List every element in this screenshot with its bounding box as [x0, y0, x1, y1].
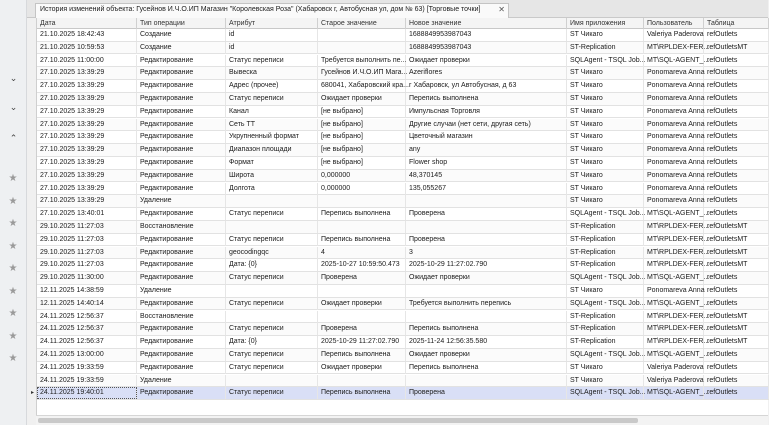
- star-icon[interactable]: ★: [8, 218, 18, 229]
- column-header-table-name[interactable]: Таблица: [704, 18, 769, 29]
- cell-new-value[interactable]: Ожидает проверки: [406, 349, 567, 361]
- cell-operation-type[interactable]: Редактирование: [137, 349, 226, 361]
- cell-attribute[interactable]: Статус переписи: [226, 272, 318, 284]
- cell-attribute[interactable]: Сеть ТТ: [226, 119, 318, 131]
- cell-operation-type[interactable]: Создание: [137, 29, 226, 41]
- cell-date[interactable]: 24.11.2025 13:00:00: [37, 349, 137, 361]
- cell-table-name[interactable]: refOutlets: [704, 157, 769, 169]
- table-row[interactable]: [37, 311, 769, 324]
- cell-old-value[interactable]: [318, 195, 406, 207]
- cell-app-name[interactable]: ST Чикаго: [567, 144, 644, 156]
- cell-date[interactable]: 27.10.2025 13:39:29: [37, 93, 137, 105]
- cell-app-name[interactable]: ST Чикаго: [567, 285, 644, 297]
- cell-table-name[interactable]: refOutlets: [704, 195, 769, 207]
- cell-attribute[interactable]: Статус переписи: [226, 208, 318, 220]
- cell-app-name[interactable]: ST-Replication: [567, 234, 644, 246]
- cell-user[interactable]: MT\RPLDEX-FER...: [644, 323, 704, 335]
- cell-old-value[interactable]: [не выбрано]: [318, 119, 406, 131]
- table-row[interactable]: [37, 285, 769, 298]
- cell-table-name[interactable]: refOutlets: [704, 375, 769, 387]
- cell-user[interactable]: Ponomareva Anna: [644, 157, 704, 169]
- cell-operation-type[interactable]: Редактирование: [137, 387, 226, 399]
- cell-table-name[interactable]: refOutlets: [704, 362, 769, 374]
- cell-new-value[interactable]: Проверена: [406, 208, 567, 220]
- cell-attribute[interactable]: Статус переписи: [226, 323, 318, 335]
- cell-user[interactable]: Ponomareva Anna: [644, 67, 704, 79]
- star-icon[interactable]: ★: [8, 195, 18, 207]
- cell-table-name[interactable]: refOutlets: [704, 119, 769, 131]
- cell-attribute[interactable]: Статус переписи: [226, 362, 318, 374]
- cell-attribute[interactable]: id: [226, 42, 318, 54]
- cell-operation-type[interactable]: Редактирование: [137, 144, 226, 156]
- table-row[interactable]: [37, 349, 769, 362]
- cell-table-name[interactable]: refOutletsMT: [704, 336, 769, 348]
- cell-table-name[interactable]: refOutlets: [704, 298, 769, 310]
- cell-new-value[interactable]: Ожидает проверки: [406, 55, 567, 67]
- cell-user[interactable]: MT\SQL-AGENT_...: [644, 387, 704, 399]
- cell-app-name[interactable]: ST Чикаго: [567, 80, 644, 92]
- cell-table-name[interactable]: refOutlets: [704, 144, 769, 156]
- cell-attribute[interactable]: [226, 195, 318, 207]
- cell-old-value[interactable]: Перепись выполнена: [318, 234, 406, 246]
- cell-operation-type[interactable]: Редактирование: [137, 93, 226, 105]
- table-row[interactable]: [37, 375, 769, 388]
- cell-app-name[interactable]: SQLAgent - TSQL Job...: [567, 387, 644, 399]
- table-row[interactable]: [37, 183, 769, 196]
- table-row[interactable]: [37, 106, 769, 119]
- cell-date[interactable]: 27.10.2025 13:39:29: [37, 183, 137, 195]
- cell-app-name[interactable]: ST-Replication: [567, 247, 644, 259]
- cell-operation-type[interactable]: Редактирование: [137, 298, 226, 310]
- cell-attribute[interactable]: Долгота: [226, 183, 318, 195]
- column-header-user[interactable]: Пользователь: [644, 18, 704, 29]
- table-row[interactable]: [37, 42, 769, 55]
- cell-attribute[interactable]: Диапазон площади: [226, 144, 318, 156]
- cell-attribute[interactable]: [226, 285, 318, 297]
- cell-app-name[interactable]: ST-Replication: [567, 42, 644, 54]
- cell-old-value[interactable]: 0,000000: [318, 170, 406, 182]
- cell-app-name[interactable]: SQLAgent - TSQL Job...: [567, 208, 644, 220]
- cell-app-name[interactable]: ST-Replication: [567, 259, 644, 271]
- cell-app-name[interactable]: SQLAgent - TSQL Job...: [567, 298, 644, 310]
- cell-app-name[interactable]: ST Чикаго: [567, 119, 644, 131]
- cell-app-name[interactable]: ST-Replication: [567, 336, 644, 348]
- cell-new-value[interactable]: г Хабаровск, ул Автобусная, д 63: [406, 80, 567, 92]
- cell-operation-type[interactable]: Создание: [137, 42, 226, 54]
- table-row[interactable]: [37, 195, 769, 208]
- column-header-new-value[interactable]: Новое значение: [406, 18, 567, 29]
- cell-date[interactable]: 27.10.2025 13:39:29: [37, 131, 137, 143]
- cell-new-value[interactable]: Перепись выполнена: [406, 93, 567, 105]
- cell-operation-type[interactable]: Редактирование: [137, 131, 226, 143]
- star-icon[interactable]: ★: [8, 263, 18, 274]
- cell-operation-type[interactable]: Удаление: [137, 285, 226, 297]
- cell-table-name[interactable]: refOutlets: [704, 170, 769, 182]
- cell-date[interactable]: 24.11.2025 19:33:59: [37, 375, 137, 387]
- cell-user[interactable]: MT\SQL-AGENT_...: [644, 272, 704, 284]
- cell-date[interactable]: 27.10.2025 13:39:29: [37, 195, 137, 207]
- cell-old-value[interactable]: Перепись выполнена: [318, 208, 406, 220]
- cell-table-name[interactable]: refOutlets: [704, 285, 769, 297]
- cell-new-value[interactable]: 2025-10-29 11:27:02.790: [406, 259, 567, 271]
- star-icon[interactable]: ★: [8, 240, 18, 252]
- cell-old-value[interactable]: 2025-10-29 11:27:02.790: [318, 336, 406, 348]
- star-icon[interactable]: ★: [8, 353, 18, 364]
- cell-new-value[interactable]: any: [406, 144, 567, 156]
- cell-attribute[interactable]: Статус переписи: [226, 234, 318, 246]
- cell-new-value[interactable]: [406, 285, 567, 297]
- cell-operation-type[interactable]: Редактирование: [137, 272, 226, 284]
- table-row[interactable]: [37, 170, 769, 183]
- cell-user[interactable]: MT\RPLDEX-FER...: [644, 234, 704, 246]
- cell-table-name[interactable]: refOutletsMT: [704, 234, 769, 246]
- cell-user[interactable]: MT\RPLDEX-FER...: [644, 336, 704, 348]
- table-row[interactable]: [37, 362, 769, 375]
- cell-user[interactable]: Ponomareva Anna: [644, 195, 704, 207]
- cell-operation-type[interactable]: Редактирование: [137, 67, 226, 79]
- cell-attribute[interactable]: [226, 375, 318, 387]
- cell-table-name[interactable]: refOutlets: [704, 208, 769, 220]
- cell-new-value[interactable]: [406, 195, 567, 207]
- cell-user[interactable]: Valeriya Paderova: [644, 29, 704, 41]
- cell-attribute[interactable]: Дата: {0}: [226, 336, 318, 348]
- cell-user[interactable]: Ponomareva Anna: [644, 285, 704, 297]
- cell-new-value[interactable]: Перепись выполнена: [406, 323, 567, 335]
- cell-attribute[interactable]: Статус переписи: [226, 298, 318, 310]
- cell-operation-type[interactable]: Редактирование: [137, 106, 226, 118]
- cell-table-name[interactable]: refOutletsMT: [704, 247, 769, 259]
- table-row[interactable]: [37, 67, 769, 80]
- cell-operation-type[interactable]: Редактирование: [137, 157, 226, 169]
- star-icon[interactable]: ★: [8, 173, 18, 184]
- cell-old-value[interactable]: Гусейнов И.Ч.О.ИП Мага...: [318, 67, 406, 79]
- cell-app-name[interactable]: ST Чикаго: [567, 93, 644, 105]
- cell-old-value[interactable]: [318, 285, 406, 297]
- cell-app-name[interactable]: SQLAgent - TSQL Job...: [567, 349, 644, 361]
- table-row[interactable]: [37, 234, 769, 247]
- table-row[interactable]: [37, 259, 769, 272]
- cell-old-value[interactable]: Требуется выполнить пе...: [318, 55, 406, 67]
- table-row[interactable]: [37, 221, 769, 234]
- cell-old-value[interactable]: 680041, Хабаровский кра...: [318, 80, 406, 92]
- cell-user[interactable]: Ponomareva Anna: [644, 131, 704, 143]
- cell-new-value[interactable]: Другие случаи (нет сети, другая сеть): [406, 119, 567, 131]
- cell-old-value[interactable]: Ожидает проверки: [318, 93, 406, 105]
- cell-table-name[interactable]: refOutlets: [704, 106, 769, 118]
- cell-attribute[interactable]: Формат: [226, 157, 318, 169]
- cell-new-value[interactable]: Цветочный магазин: [406, 131, 567, 143]
- cell-operation-type[interactable]: Восстановление: [137, 221, 226, 233]
- cell-old-value[interactable]: 2025-10-27 10:59:50.473: [318, 259, 406, 271]
- table-row[interactable]: [37, 272, 769, 285]
- cell-date[interactable]: 24.11.2025 12:56:37: [37, 323, 137, 335]
- cell-attribute[interactable]: id: [226, 29, 318, 41]
- cell-table-name[interactable]: refOutlets: [704, 183, 769, 195]
- cell-operation-type[interactable]: Редактирование: [137, 336, 226, 348]
- table-row[interactable]: [37, 298, 769, 311]
- cell-app-name[interactable]: ST Чикаго: [567, 170, 644, 182]
- cell-user[interactable]: MT\SQL-AGENT_...: [644, 298, 704, 310]
- cell-new-value[interactable]: [406, 375, 567, 387]
- tab-strip: [27, 0, 768, 18]
- history-grid: [31, 18, 768, 415]
- cell-app-name[interactable]: ST Чикаго: [567, 131, 644, 143]
- cell-attribute[interactable]: Широта: [226, 170, 318, 182]
- cell-date[interactable]: 29.10.2025 11:27:03: [37, 247, 137, 259]
- cell-date[interactable]: 24.11.2025 19:40:01: [37, 387, 137, 399]
- column-header-attribute[interactable]: Атрибут: [226, 18, 318, 29]
- chevron-down-icon[interactable]: ⌄: [9, 102, 18, 112]
- cell-date[interactable]: 27.10.2025 13:39:29: [37, 106, 137, 118]
- cell-user[interactable]: Valeriya Paderova: [644, 375, 704, 387]
- cell-date[interactable]: 24.11.2025 12:56:37: [37, 311, 137, 323]
- cell-date[interactable]: 29.10.2025 11:30:00: [37, 272, 137, 284]
- cell-date[interactable]: 27.10.2025 13:40:01: [37, 208, 137, 220]
- cell-operation-type[interactable]: Редактирование: [137, 247, 226, 259]
- table-row[interactable]: [37, 29, 769, 42]
- cell-operation-type[interactable]: Удаление: [137, 195, 226, 207]
- cell-old-value[interactable]: Перепись выполнена: [318, 387, 406, 399]
- column-header-operation-type[interactable]: Тип операции: [137, 18, 226, 29]
- cell-attribute[interactable]: [226, 311, 318, 323]
- cell-user[interactable]: MT\RPLDEX-FER...: [644, 42, 704, 54]
- cell-date[interactable]: 21.10.2025 18:42:43: [37, 29, 137, 41]
- cell-operation-type[interactable]: Редактирование: [137, 80, 226, 92]
- cell-user[interactable]: MT\RPLDEX-FER...: [644, 311, 704, 323]
- cell-new-value[interactable]: Импульсная Торговля: [406, 106, 567, 118]
- cell-table-name[interactable]: refOutlets: [704, 93, 769, 105]
- cell-app-name[interactable]: SQLAgent - TSQL Job...: [567, 55, 644, 67]
- cell-operation-type[interactable]: Редактирование: [137, 259, 226, 271]
- cell-new-value[interactable]: [406, 311, 567, 323]
- cell-app-name[interactable]: ST Чикаго: [567, 106, 644, 118]
- cell-operation-type[interactable]: Редактирование: [137, 170, 226, 182]
- cell-attribute[interactable]: Дата: {0}: [226, 259, 318, 271]
- table-row[interactable]: [37, 119, 769, 132]
- cell-operation-type[interactable]: Редактирование: [137, 234, 226, 246]
- tab-title: История изменений объекта: Гусейнов И.Ч.О.ИП Магазин "Королевская Роза" (Хабаровск г, Автобусная ул, дом № 63) [Торговые точки]: [40, 6, 481, 13]
- table-row[interactable]: [37, 336, 769, 349]
- cell-operation-type[interactable]: Редактирование: [137, 323, 226, 335]
- cell-new-value[interactable]: 48,370145: [406, 170, 567, 182]
- cell-new-value[interactable]: Flower shop: [406, 157, 567, 169]
- cell-old-value[interactable]: 0,000000: [318, 183, 406, 195]
- cell-date[interactable]: 12.11.2025 14:40:14: [37, 298, 137, 310]
- table-row[interactable]: [37, 131, 769, 144]
- cell-date[interactable]: 12.11.2025 14:38:59: [37, 285, 137, 297]
- cell-operation-type[interactable]: Редактирование: [137, 362, 226, 374]
- cell-table-name[interactable]: refOutletsMT: [704, 221, 769, 233]
- cell-date[interactable]: 29.10.2025 11:27:03: [37, 259, 137, 271]
- cell-user[interactable]: MT\RPLDEX-FER...: [644, 247, 704, 259]
- cell-user[interactable]: Ponomareva Anna: [644, 93, 704, 105]
- cell-new-value[interactable]: Требуется выполнить перепись: [406, 298, 567, 310]
- cell-new-value[interactable]: 1688849953987043: [406, 29, 567, 41]
- cell-old-value[interactable]: [318, 375, 406, 387]
- cell-old-value[interactable]: [не выбрано]: [318, 131, 406, 143]
- cell-table-name[interactable]: refOutletsMT: [704, 259, 769, 271]
- horizontal-scrollbar[interactable]: [36, 415, 768, 425]
- cell-table-name[interactable]: refOutletsMT: [704, 42, 769, 54]
- cell-table-name[interactable]: refOutlets: [704, 387, 769, 399]
- left-sidebar: [0, 0, 27, 425]
- cell-user[interactable]: Ponomareva Anna: [644, 183, 704, 195]
- cell-attribute[interactable]: Канал: [226, 106, 318, 118]
- cell-operation-type[interactable]: Редактирование: [137, 208, 226, 220]
- cell-old-value[interactable]: Проверена: [318, 272, 406, 284]
- table-row[interactable]: [37, 80, 769, 93]
- cell-date[interactable]: 29.10.2025 11:27:03: [37, 221, 137, 233]
- chevron-up-icon[interactable]: ⌃: [9, 133, 18, 143]
- cell-table-name[interactable]: refOutlets: [704, 131, 769, 143]
- chevron-down-icon[interactable]: ⌄: [9, 73, 18, 83]
- cell-new-value[interactable]: Azeriflores: [406, 67, 567, 79]
- cell-attribute[interactable]: Статус переписи: [226, 387, 318, 399]
- cell-operation-type[interactable]: Редактирование: [137, 55, 226, 67]
- cell-date[interactable]: 21.10.2025 10:59:53: [37, 42, 137, 54]
- cell-old-value[interactable]: Проверена: [318, 323, 406, 335]
- cell-user[interactable]: MT\RPLDEX-FER...: [644, 221, 704, 233]
- cell-old-value[interactable]: 4: [318, 247, 406, 259]
- cell-date[interactable]: 29.10.2025 11:27:03: [37, 234, 137, 246]
- cell-date[interactable]: 24.11.2025 12:56:37: [37, 336, 137, 348]
- cell-new-value[interactable]: Ожидает проверки: [406, 272, 567, 284]
- star-icon[interactable]: ★: [8, 308, 18, 319]
- cell-app-name[interactable]: ST-Replication: [567, 323, 644, 335]
- table-row[interactable]: [37, 144, 769, 157]
- table-row[interactable]: [37, 157, 769, 170]
- cell-old-value[interactable]: Ожидает проверки: [318, 362, 406, 374]
- cell-attribute[interactable]: Статус переписи: [226, 55, 318, 67]
- cell-table-name[interactable]: refOutlets: [704, 67, 769, 79]
- cell-date[interactable]: 27.10.2025 13:39:29: [37, 119, 137, 131]
- column-header-app-name[interactable]: Имя приложения: [567, 18, 644, 29]
- cell-attribute[interactable]: Статус переписи: [226, 349, 318, 361]
- cell-app-name[interactable]: ST Чикаго: [567, 67, 644, 79]
- cell-table-name[interactable]: refOutlets: [704, 55, 769, 67]
- table-row[interactable]: [37, 55, 769, 68]
- table-row[interactable]: [37, 93, 769, 106]
- tab-history[interactable]: [35, 3, 509, 18]
- cell-user[interactable]: MT\RPLDEX-FER...: [644, 259, 704, 271]
- cell-attribute[interactable]: Статус переписи: [226, 93, 318, 105]
- column-header-date[interactable]: Дата: [37, 18, 137, 29]
- cell-table-name[interactable]: refOutlets: [704, 80, 769, 92]
- table-row[interactable]: [37, 323, 769, 336]
- cell-old-value[interactable]: Перепись выполнена: [318, 349, 406, 361]
- cell-app-name[interactable]: ST Чикаго: [567, 29, 644, 41]
- cell-new-value[interactable]: 1688849953987043: [406, 42, 567, 54]
- cell-date[interactable]: 27.10.2025 11:00:00: [37, 55, 137, 67]
- star-icon[interactable]: ★: [8, 285, 18, 297]
- cell-date[interactable]: 24.11.2025 19:33:59: [37, 362, 137, 374]
- cell-table-name[interactable]: refOutlets: [704, 272, 769, 284]
- cell-operation-type[interactable]: Редактирование: [137, 183, 226, 195]
- cell-date[interactable]: 27.10.2025 13:39:29: [37, 80, 137, 92]
- cell-new-value[interactable]: Перепись выполнена: [406, 362, 567, 374]
- cell-new-value[interactable]: 2025-11-24 12:56:35.580: [406, 336, 567, 348]
- cell-app-name[interactable]: ST Чикаго: [567, 362, 644, 374]
- cell-user[interactable]: MT\SQL-AGENT_...: [644, 349, 704, 361]
- cell-attribute[interactable]: Укрупненный формат: [226, 131, 318, 143]
- cell-user[interactable]: Valeriya Paderova: [644, 362, 704, 374]
- cell-app-name[interactable]: SQLAgent - TSQL Job...: [567, 272, 644, 284]
- cell-old-value[interactable]: [не выбрано]: [318, 144, 406, 156]
- cell-app-name[interactable]: ST-Replication: [567, 311, 644, 323]
- cell-date[interactable]: 27.10.2025 13:39:29: [37, 157, 137, 169]
- cell-app-name[interactable]: ST Чикаго: [567, 157, 644, 169]
- cell-new-value[interactable]: 3: [406, 247, 567, 259]
- cell-new-value[interactable]: Проверена: [406, 387, 567, 399]
- cell-attribute[interactable]: Вывеска: [226, 67, 318, 79]
- column-header-old-value[interactable]: Старое значение: [318, 18, 406, 29]
- cell-app-name[interactable]: ST Чикаго: [567, 375, 644, 387]
- cell-operation-type[interactable]: Удаление: [137, 375, 226, 387]
- table-row[interactable]: [31, 387, 769, 400]
- cell-table-name[interactable]: refOutletsMT: [704, 323, 769, 335]
- scrollbar-thumb[interactable]: [38, 418, 638, 423]
- cell-operation-type[interactable]: Редактирование: [137, 119, 226, 131]
- cell-old-value[interactable]: [не выбрано]: [318, 106, 406, 118]
- grid-header: [37, 18, 769, 29]
- cell-old-value[interactable]: [318, 29, 406, 41]
- cell-table-name[interactable]: refOutletsMT: [704, 311, 769, 323]
- cell-user[interactable]: MT\SQL-AGENT_...: [644, 208, 704, 220]
- cell-operation-type[interactable]: Восстановление: [137, 311, 226, 323]
- cell-app-name[interactable]: ST-Replication: [567, 221, 644, 233]
- cell-new-value[interactable]: Проверена: [406, 234, 567, 246]
- cell-table-name[interactable]: refOutlets: [704, 29, 769, 41]
- cell-user[interactable]: Ponomareva Anna: [644, 80, 704, 92]
- star-icon[interactable]: ★: [8, 330, 18, 342]
- cell-attribute[interactable]: Адрес (прочее): [226, 80, 318, 92]
- close-icon[interactable]: ✕: [498, 5, 505, 14]
- cell-user[interactable]: Ponomareva Anna: [644, 170, 704, 182]
- cell-attribute[interactable]: geocodingqc: [226, 247, 318, 259]
- cell-table-name[interactable]: refOutlets: [704, 349, 769, 361]
- cell-user[interactable]: MT\SQL-AGENT_...: [644, 55, 704, 67]
- cell-user[interactable]: Ponomareva Anna: [644, 119, 704, 131]
- cell-date[interactable]: 27.10.2025 13:39:29: [37, 170, 137, 182]
- cell-old-value[interactable]: [не выбрано]: [318, 157, 406, 169]
- cell-old-value[interactable]: [318, 42, 406, 54]
- cell-old-value[interactable]: Ожидает проверки: [318, 298, 406, 310]
- cell-user[interactable]: Ponomareva Anna: [644, 106, 704, 118]
- cell-attribute[interactable]: [226, 221, 318, 233]
- cell-old-value[interactable]: [318, 221, 406, 233]
- cell-new-value[interactable]: [406, 221, 567, 233]
- cell-app-name[interactable]: ST Чикаго: [567, 183, 644, 195]
- cell-app-name[interactable]: ST Чикаго: [567, 195, 644, 207]
- cell-date[interactable]: 27.10.2025 13:39:29: [37, 144, 137, 156]
- cell-date[interactable]: 27.10.2025 13:39:29: [37, 67, 137, 79]
- cell-new-value[interactable]: 135,055267: [406, 183, 567, 195]
- table-row[interactable]: [37, 247, 769, 260]
- cell-old-value[interactable]: [318, 311, 406, 323]
- table-row[interactable]: [37, 208, 769, 221]
- row-indicator-icon: ▸: [31, 390, 35, 397]
- cell-user[interactable]: Ponomareva Anna: [644, 144, 704, 156]
